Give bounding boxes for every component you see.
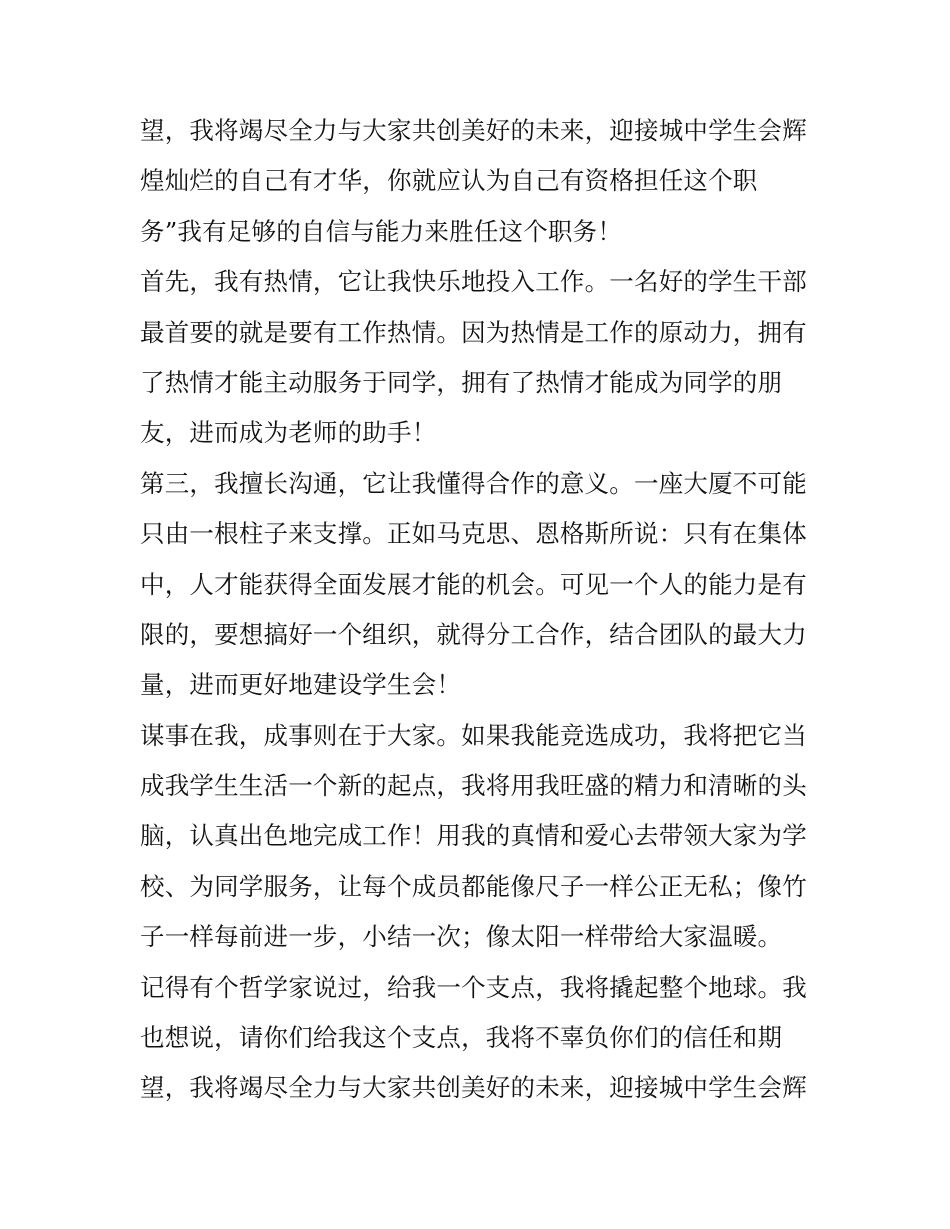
text-line: 成我学生生活一个新的起点，我将用我旺盛的精力和清晰的头 xyxy=(140,771,807,801)
text-line: 望，我将竭尽全力与大家共创美好的未来，迎接城中学生会辉 xyxy=(140,1073,807,1103)
text-line: 量，进而更好地建设学生会！ xyxy=(140,670,462,700)
text-line: 首先，我有热情，它让我快乐地投入工作。一名好的学生干部 xyxy=(140,267,807,297)
text-line: 煌灿烂的自己有才华，你就应认为自己有资格担任这个职 xyxy=(140,166,758,196)
text-line: 限的，要想搞好一个组织，就得分工合作，结合团队的最大力 xyxy=(140,619,807,649)
text-line: 了热情才能主动服务于同学，拥有了热情才能成为同学的朋 xyxy=(140,367,783,397)
text-line: 校、为同学服务，让每个成员都能像尺子一样公正无私；像竹 xyxy=(140,871,807,901)
text-line: 只由一根柱子来支撑。正如马克思、恩格斯所说：只有在集体 xyxy=(140,519,807,549)
text-line: 脑，认真出色地完成工作！用我的真情和爱心去带领大家为学 xyxy=(140,821,807,851)
text-line: 友，进而成为老师的助手！ xyxy=(140,418,437,448)
text-line: 望，我将竭尽全力与大家共创美好的未来，迎接城中学生会辉 xyxy=(140,116,807,145)
text-line: 最首要的就是要有工作热情。因为热情是工作的原动力，拥有 xyxy=(140,317,807,347)
text-line: 记得有个哲学家说过，给我一个支点，我将撬起整个地球。我 xyxy=(140,972,807,1002)
text-line: 也想说，请你们给我这个支点，我将不辜负你们的信任和期 xyxy=(140,1023,783,1053)
text-line: 务”我有足够的自信与能力来胜任这个职务！ xyxy=(140,216,623,246)
document-body xyxy=(140,106,820,1114)
text-line: 谋事在我，成事则在于大家。如果我能竞选成功，我将把它当 xyxy=(140,720,807,750)
text-line: 子一样每前进一步，小结一次；像太阳一样带给大家温暖。 xyxy=(140,922,783,952)
text-line: 中，人才能获得全面发展才能的机会。可见一个人的能力是有 xyxy=(140,569,807,599)
text-line: 第三，我擅长沟通，它让我懂得合作的意义。一座大厦不可能 xyxy=(140,468,807,498)
